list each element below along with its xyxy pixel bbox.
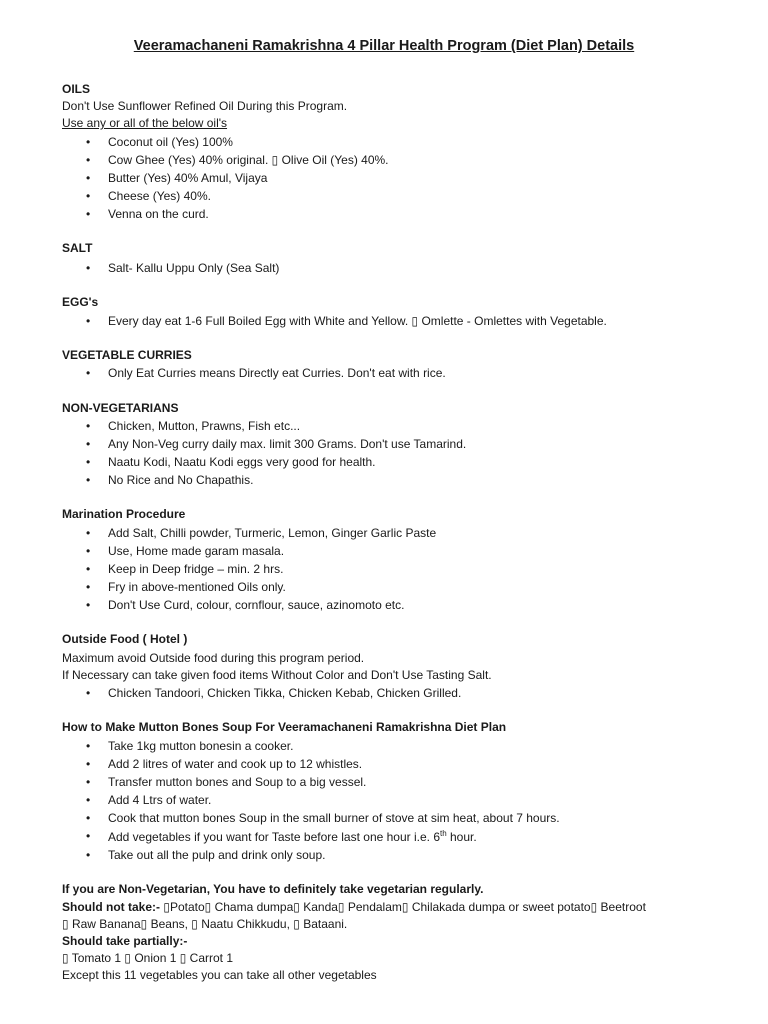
should-not-take-line xyxy=(62,900,646,914)
list-item-text: hour. xyxy=(446,830,477,844)
outside-food-note: Maximum avoid Outside food during this program period. xyxy=(62,651,365,665)
oils-note: Don't Use Sunflower Refined Oil During this Program. xyxy=(62,99,348,113)
list-item: • Venna on the curd. xyxy=(108,207,209,221)
should-take-partially-items: ▯ Tomato 1 ▯ Onion 1 ▯ Carrot 1 xyxy=(62,951,233,965)
outside-food-note: If Necessary can take given food items Without Color and Don't Use Tasting Salt. xyxy=(62,668,492,682)
vegetarian-heading: If you are Non-Vegetarian, You have to definitely take vegetarian regularly. xyxy=(62,882,484,896)
list-item: • Cow Ghee (Yes) 40% original. ▯ Olive Oil (Yes) 40%. xyxy=(108,153,389,167)
list-item: • Use, Home made garam masala. xyxy=(108,544,284,558)
soup-heading: How to Make Mutton Bones Soup For Veeramachaneni Ramakrishna Diet Plan xyxy=(62,720,507,734)
should-not-take-items: ▯Potato▯ Chama dumpa▯ Kanda▯ Pendalam▯ Chilakada dumpa or sweet potato▯ Beetroot xyxy=(160,900,646,914)
list-item: • Butter (Yes) 40% Amul, Vijaya xyxy=(108,171,267,185)
except-line: Except this 11 vegetables you can take all other vegetables xyxy=(62,968,377,982)
list-item: • Coconut oil (Yes) 100% xyxy=(108,135,233,149)
outside-food-heading: Outside Food ( Hotel ) xyxy=(62,632,188,646)
salt-heading: SALT xyxy=(62,241,93,255)
list-item-text: Add vegetables if you want for Taste before last one hour i.e. 6 xyxy=(108,830,440,844)
marination-heading: Marination Procedure xyxy=(62,507,186,521)
page-title: Veeramachaneni Ramakrishna 4 Pillar Health Program (Diet Plan) Details xyxy=(133,38,635,54)
list-item: • Chicken Tandoori, Chicken Tikka, Chicken Kebab, Chicken Grilled. xyxy=(108,686,461,700)
list-item: • Only Eat Curries means Directly eat Curries. Don't eat with rice. xyxy=(108,366,446,380)
should-not-take-label: Should not take:- xyxy=(62,900,160,914)
list-item: • Transfer mutton bones and Soup to a big vessel. xyxy=(108,775,366,789)
list-item: • Don't Use Curd, colour, cornflour, sauce, azinomoto etc. xyxy=(108,598,404,612)
oils-heading: OILS xyxy=(62,82,91,96)
list-item: • Salt- Kallu Uppu Only (Sea Salt) xyxy=(108,261,279,275)
should-not-take-items-cont: ▯ Raw Banana▯ Beans, ▯ Naatu Chikkudu, ▯ Bataani. xyxy=(62,917,348,931)
list-item: • Add 2 litres of water and cook up to 12 whistles. xyxy=(108,757,362,771)
list-item: • Cook that mutton bones Soup in the small burner of stove at sim heat, about 7 hours. xyxy=(108,811,560,825)
list-item: • Take out all the pulp and drink only soup. xyxy=(108,848,325,862)
list-item: • Any Non-Veg curry daily max. limit 300 Grams. Don't use Tamarind. xyxy=(108,437,466,451)
list-item: • Every day eat 1-6 Full Boiled Egg with White and Yellow. ▯ Omlette - Omlettes with Vegetable. xyxy=(108,314,607,328)
list-item: • Add 4 Ltrs of water. xyxy=(108,793,211,807)
list-item: • No Rice and No Chapathis. xyxy=(108,473,253,487)
list-item: • Take 1kg mutton bonesin a cooker. xyxy=(108,739,293,753)
list-item xyxy=(108,829,477,844)
list-item: • Naatu Kodi, Naatu Kodi eggs very good for health. xyxy=(108,455,376,469)
non-veg-heading: NON-VEGETARIANS xyxy=(62,401,179,415)
list-item: • Cheese (Yes) 40%. xyxy=(108,189,211,203)
eggs-heading: EGG's xyxy=(62,295,99,309)
list-item: • Keep in Deep fridge – min. 2 hrs. xyxy=(108,562,283,576)
list-item: • Add Salt, Chilli powder, Turmeric, Lemon, Ginger Garlic Paste xyxy=(108,526,436,540)
oils-subheading: Use any or all of the below oil's xyxy=(62,116,228,130)
ordinal-suffix: th xyxy=(440,829,447,838)
list-item: • Fry in above-mentioned Oils only. xyxy=(108,580,286,594)
veg-curries-heading: VEGETABLE CURRIES xyxy=(62,348,192,362)
should-take-partially-label: Should take partially:- xyxy=(62,934,188,948)
list-item: • Chicken, Mutton, Prawns, Fish etc... xyxy=(108,419,300,433)
